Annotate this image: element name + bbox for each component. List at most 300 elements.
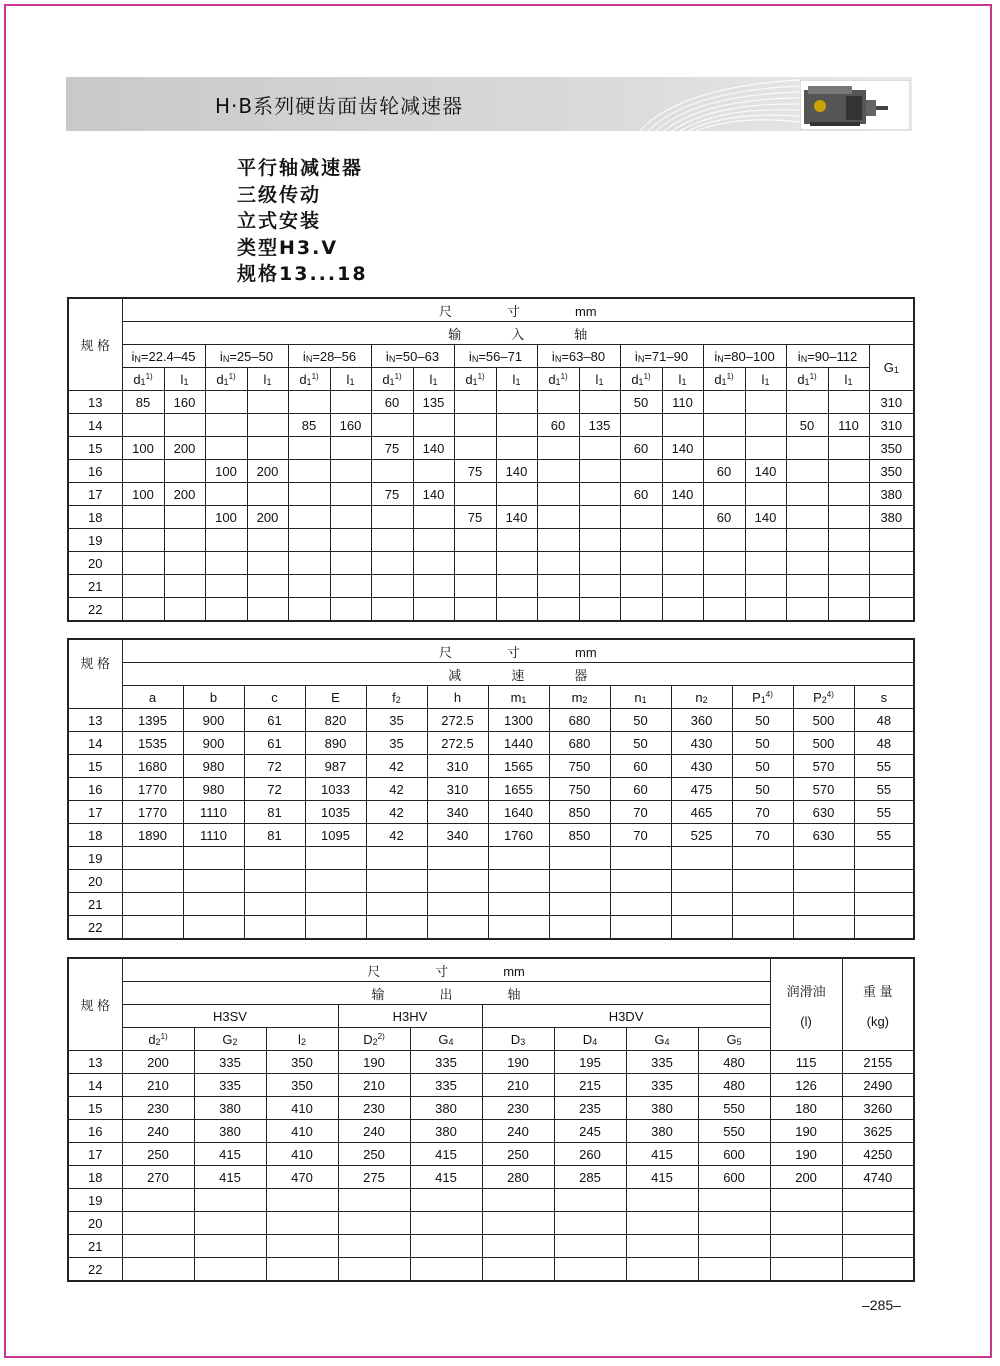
l1-header-sub: 1 [515, 376, 521, 387]
ratio-prefix: i [468, 348, 472, 364]
value-cell [610, 893, 671, 916]
value-cell [620, 460, 662, 483]
value-cell [122, 1258, 194, 1282]
subtitle-line: 规格13...18 [237, 263, 368, 285]
value-cell [338, 1212, 410, 1235]
value-cell [122, 1212, 194, 1235]
column-header-sub: 2 [582, 694, 588, 705]
d1-header-main: d [216, 371, 224, 387]
value-cell: 350 [266, 1051, 338, 1074]
l1-header [579, 368, 620, 391]
value-cell: 525 [671, 824, 732, 847]
value-cell [496, 437, 537, 460]
table-row [68, 552, 914, 575]
g1-cell: 350 [869, 437, 914, 460]
l1-header [496, 368, 537, 391]
value-cell [579, 598, 620, 622]
g1-cell: 310 [869, 391, 914, 414]
ratio-range: 63–80 [568, 348, 606, 364]
value-cell [610, 916, 671, 940]
value-cell [786, 575, 828, 598]
ratio-group-header [122, 345, 205, 368]
table-row [68, 575, 914, 598]
value-cell [330, 460, 371, 483]
column-header-main: m [510, 689, 522, 705]
value-cell [671, 893, 732, 916]
value-cell: 240 [338, 1120, 410, 1143]
value-cell: 1395 [122, 709, 183, 732]
spec-cell: 20 [68, 1212, 122, 1235]
value-cell [745, 414, 786, 437]
value-cell: 135 [413, 391, 454, 414]
ratio-group-header [288, 345, 371, 368]
value-cell [793, 916, 854, 940]
value-cell [793, 893, 854, 916]
value-cell: 1680 [122, 755, 183, 778]
column-header-sub: 1 [760, 694, 766, 705]
value-cell [205, 483, 247, 506]
value-cell [579, 437, 620, 460]
value-cell: 110 [662, 391, 703, 414]
ratio-sub: N [637, 353, 645, 364]
value-cell [786, 506, 828, 529]
value-cell [288, 483, 330, 506]
value-cell [410, 1235, 482, 1258]
value-cell: 140 [413, 483, 454, 506]
value-cell: 135 [579, 414, 620, 437]
column-header-sub: 2 [300, 1036, 306, 1047]
value-cell [732, 870, 793, 893]
value-cell [366, 916, 427, 940]
value-cell: 195 [554, 1051, 626, 1074]
l1-header-main: l [761, 371, 765, 387]
value-cell: 415 [194, 1166, 266, 1189]
value-cell [579, 529, 620, 552]
d1-header [288, 368, 330, 391]
value-cell [454, 598, 496, 622]
ratio-prefix: i [714, 348, 718, 364]
value-cell [247, 437, 288, 460]
header-row [68, 663, 914, 686]
column-header-sub: 5 [736, 1036, 742, 1047]
value-cell: 900 [183, 709, 244, 732]
value-cell: 680 [549, 732, 610, 755]
spec-cell: 13 [68, 1051, 122, 1074]
value-cell: 100 [122, 437, 164, 460]
value-cell [786, 483, 828, 506]
value-cell [671, 847, 732, 870]
ratio-eq: = [140, 348, 149, 364]
d1-header-sup: 1) [394, 371, 402, 381]
value-cell [671, 870, 732, 893]
value-cell [732, 847, 793, 870]
value-cell [703, 598, 745, 622]
column-header-main: d [148, 1031, 156, 1047]
value-cell [183, 870, 244, 893]
value-cell [413, 414, 454, 437]
subtitle-line: 立式安装 [237, 210, 322, 232]
value-cell [371, 460, 413, 483]
ratio-prefix: i [131, 348, 135, 364]
value-cell [745, 483, 786, 506]
column-header-main: G [438, 1031, 449, 1047]
column-header-main: G [654, 1031, 665, 1047]
value-cell: 272.5 [427, 709, 488, 732]
group-header-h3hv: H3HV [338, 1005, 482, 1028]
value-cell [305, 893, 366, 916]
ratio-range: 80–100 [731, 348, 775, 364]
value-cell [122, 529, 164, 552]
value-cell: 200 [247, 506, 288, 529]
value-cell [371, 506, 413, 529]
value-cell [454, 483, 496, 506]
dimensions-label: mm [574, 303, 597, 319]
value-cell: 630 [793, 801, 854, 824]
spec-cell: 17 [68, 801, 122, 824]
value-cell: 600 [698, 1143, 770, 1166]
spec-cell: 18 [68, 506, 122, 529]
value-cell [330, 529, 371, 552]
value-cell: 275 [338, 1166, 410, 1189]
table-row [68, 598, 914, 622]
g1-cell: 380 [869, 506, 914, 529]
d1-header-main: d [465, 371, 473, 387]
value-cell: 250 [122, 1143, 194, 1166]
value-cell [698, 1258, 770, 1282]
value-cell [288, 529, 330, 552]
column-header [698, 1028, 770, 1051]
input-shaft-label: 输 [448, 326, 462, 342]
value-cell [205, 437, 247, 460]
value-cell [305, 916, 366, 940]
value-cell [244, 893, 305, 916]
d1-header-sup: 1) [809, 371, 817, 381]
l1-header [164, 368, 205, 391]
value-cell [183, 847, 244, 870]
d1-header-main: d [133, 371, 141, 387]
input-shaft-header [122, 322, 914, 345]
value-cell [786, 598, 828, 622]
value-cell [745, 575, 786, 598]
value-cell [482, 1235, 554, 1258]
value-cell: 70 [732, 801, 793, 824]
value-cell: 140 [662, 437, 703, 460]
value-cell [620, 575, 662, 598]
value-cell [288, 437, 330, 460]
lube-unit: (l) [800, 1013, 812, 1029]
value-cell [703, 437, 745, 460]
d1-header [371, 368, 413, 391]
value-cell: 81 [244, 801, 305, 824]
value-cell [537, 506, 579, 529]
value-cell: 50 [620, 391, 662, 414]
value-cell: 210 [122, 1074, 194, 1097]
value-cell [828, 552, 869, 575]
table-row [68, 1235, 914, 1258]
d1-header-main: d [797, 371, 805, 387]
input-shaft-table [67, 297, 915, 622]
column-header-main: f [392, 689, 396, 705]
d1-header-main: d [631, 371, 639, 387]
value-cell: 240 [482, 1120, 554, 1143]
value-cell: 55 [854, 778, 914, 801]
column-header [266, 1028, 338, 1051]
g1-header-sub: 1 [893, 365, 899, 375]
column-header-main: c [271, 689, 278, 705]
value-cell: 335 [626, 1051, 698, 1074]
value-cell [330, 506, 371, 529]
spec-cell: 20 [68, 552, 122, 575]
value-cell: 380 [410, 1097, 482, 1120]
value-cell: 200 [122, 1051, 194, 1074]
value-cell: 61 [244, 732, 305, 755]
value-cell [579, 391, 620, 414]
column-header-main: D [582, 1031, 593, 1047]
ratio-range: 28–56 [319, 348, 357, 364]
spec-cell: 22 [68, 1258, 122, 1282]
table-row [68, 732, 914, 755]
spec-cell: 15 [68, 755, 122, 778]
d1-header-sub: 1 [804, 376, 810, 387]
d1-header-sub: 1 [555, 376, 561, 387]
value-cell: 75 [371, 437, 413, 460]
ratio-range: 90–112 [814, 348, 858, 364]
value-cell [488, 893, 549, 916]
spec-cell: 16 [68, 1120, 122, 1143]
dimensions-header [122, 298, 914, 322]
value-cell [247, 598, 288, 622]
input-shaft-label: 入 [511, 326, 525, 342]
value-cell: 140 [496, 460, 537, 483]
g1-cell: 310 [869, 414, 914, 437]
value-cell: 215 [554, 1074, 626, 1097]
value-cell [703, 483, 745, 506]
lube-cell [770, 1212, 842, 1235]
d1-header [205, 368, 247, 391]
value-cell [610, 847, 671, 870]
weight-cell: 2155 [842, 1051, 914, 1074]
value-cell [413, 575, 454, 598]
spec-cell: 18 [68, 1166, 122, 1189]
value-cell [410, 1189, 482, 1212]
value-cell: 200 [164, 483, 205, 506]
value-cell [427, 916, 488, 940]
value-cell: 85 [122, 391, 164, 414]
value-cell [610, 870, 671, 893]
value-cell: 380 [410, 1120, 482, 1143]
column-header [305, 686, 366, 709]
value-cell [371, 552, 413, 575]
table-row [68, 1120, 914, 1143]
column-header-main: n [695, 689, 703, 705]
ratio-range: 71–90 [651, 348, 689, 364]
value-cell [371, 598, 413, 622]
value-cell: 820 [305, 709, 366, 732]
value-cell [122, 870, 183, 893]
value-cell: 100 [122, 483, 164, 506]
dimensions-label: mm [503, 963, 525, 979]
value-cell: 280 [482, 1166, 554, 1189]
value-cell [122, 575, 164, 598]
value-cell [537, 391, 579, 414]
l1-header [330, 368, 371, 391]
value-cell [626, 1189, 698, 1212]
column-header-sup: 4) [826, 689, 834, 699]
value-cell [413, 506, 454, 529]
value-cell [828, 391, 869, 414]
value-cell [247, 391, 288, 414]
value-cell [247, 575, 288, 598]
value-cell [496, 414, 537, 437]
value-cell [164, 575, 205, 598]
value-cell: 750 [549, 778, 610, 801]
ratio-group-header [371, 345, 454, 368]
value-cell: 1035 [305, 801, 366, 824]
value-cell: 260 [554, 1143, 626, 1166]
value-cell: 340 [427, 824, 488, 847]
value-cell: 245 [554, 1120, 626, 1143]
value-cell [410, 1212, 482, 1235]
value-cell [488, 916, 549, 940]
value-cell [288, 598, 330, 622]
table-row [68, 437, 914, 460]
input-shaft-label: 轴 [574, 326, 588, 342]
value-cell [662, 460, 703, 483]
value-cell [366, 870, 427, 893]
spec-cell: 13 [68, 709, 122, 732]
dimensions-label: 寸 [506, 303, 520, 319]
ratio-prefix: i [551, 348, 555, 364]
g1-cell [869, 575, 914, 598]
value-cell [732, 893, 793, 916]
value-cell [427, 847, 488, 870]
lube-header [770, 958, 842, 1051]
value-cell [454, 552, 496, 575]
l1-header [662, 368, 703, 391]
dimensions-header [122, 958, 770, 982]
gear-reducer-photo-icon [800, 80, 910, 130]
value-cell [537, 552, 579, 575]
value-cell: 250 [482, 1143, 554, 1166]
value-cell: 430 [671, 732, 732, 755]
output-shaft-header [122, 982, 770, 1005]
page-number: –285– [862, 1297, 901, 1313]
ratio-prefix: i [385, 348, 389, 364]
spec-cell: 19 [68, 847, 122, 870]
d1-header-sub: 1 [306, 376, 312, 387]
value-cell: 335 [410, 1074, 482, 1097]
value-cell: 335 [194, 1074, 266, 1097]
table-row [68, 1258, 914, 1282]
weight-cell: 4740 [842, 1166, 914, 1189]
spec-header: 规 格 [68, 639, 122, 686]
spec-cell: 22 [68, 916, 122, 940]
ratio-group-header [620, 345, 703, 368]
value-cell [330, 598, 371, 622]
value-cell: 1565 [488, 755, 549, 778]
value-cell: 380 [626, 1120, 698, 1143]
value-cell [537, 598, 579, 622]
ratio-sub: N [717, 353, 724, 364]
value-cell [288, 552, 330, 575]
reducer-label: 器 [574, 667, 588, 683]
l1-header [413, 368, 454, 391]
value-cell: 210 [338, 1074, 410, 1097]
column-header [482, 1028, 554, 1051]
spec-cell: 19 [68, 1189, 122, 1212]
value-cell [371, 575, 413, 598]
ratio-group-header [703, 345, 786, 368]
value-cell: 72 [244, 755, 305, 778]
d1-header [703, 368, 745, 391]
spec-cell: 17 [68, 1143, 122, 1166]
value-cell [554, 1258, 626, 1282]
value-cell [366, 847, 427, 870]
weight-cell [842, 1189, 914, 1212]
value-cell [122, 552, 164, 575]
header-row [68, 345, 914, 368]
spec-cell: 14 [68, 1074, 122, 1097]
value-cell: 60 [610, 778, 671, 801]
value-cell [745, 598, 786, 622]
value-cell [579, 483, 620, 506]
value-cell: 410 [266, 1143, 338, 1166]
value-cell [122, 1189, 194, 1212]
table-row [68, 1051, 914, 1074]
table-row [68, 1097, 914, 1120]
header-row [68, 368, 914, 391]
g1-cell [869, 552, 914, 575]
d1-header-sup: 1) [228, 371, 236, 381]
column-header-main: E [331, 689, 340, 705]
value-cell [703, 529, 745, 552]
d1-header [620, 368, 662, 391]
spec-cell: 13 [68, 391, 122, 414]
header-stripes [640, 77, 800, 131]
ratio-eq: = [395, 348, 403, 364]
value-cell [828, 598, 869, 622]
ratio-prefix: i [302, 348, 306, 364]
value-cell [122, 506, 164, 529]
value-cell [786, 437, 828, 460]
value-cell [122, 893, 183, 916]
dimensions-label: 尺 [438, 303, 452, 319]
ratio-sub: N [134, 353, 141, 364]
value-cell: 85 [288, 414, 330, 437]
value-cell: 285 [554, 1166, 626, 1189]
value-cell: 1110 [183, 801, 244, 824]
reducer-label: 速 [511, 667, 525, 683]
value-cell: 50 [732, 778, 793, 801]
value-cell [244, 916, 305, 940]
value-cell [579, 575, 620, 598]
g1-cell [869, 598, 914, 622]
value-cell: 75 [454, 460, 496, 483]
value-cell [266, 1212, 338, 1235]
header-row [68, 958, 914, 982]
column-header [793, 686, 854, 709]
value-cell: 850 [549, 801, 610, 824]
value-cell [662, 414, 703, 437]
value-cell [194, 1189, 266, 1212]
value-cell: 61 [244, 709, 305, 732]
value-cell: 140 [745, 506, 786, 529]
value-cell: 160 [330, 414, 371, 437]
table-row [68, 1074, 914, 1097]
value-cell [413, 529, 454, 552]
value-cell [305, 847, 366, 870]
value-cell [122, 1235, 194, 1258]
